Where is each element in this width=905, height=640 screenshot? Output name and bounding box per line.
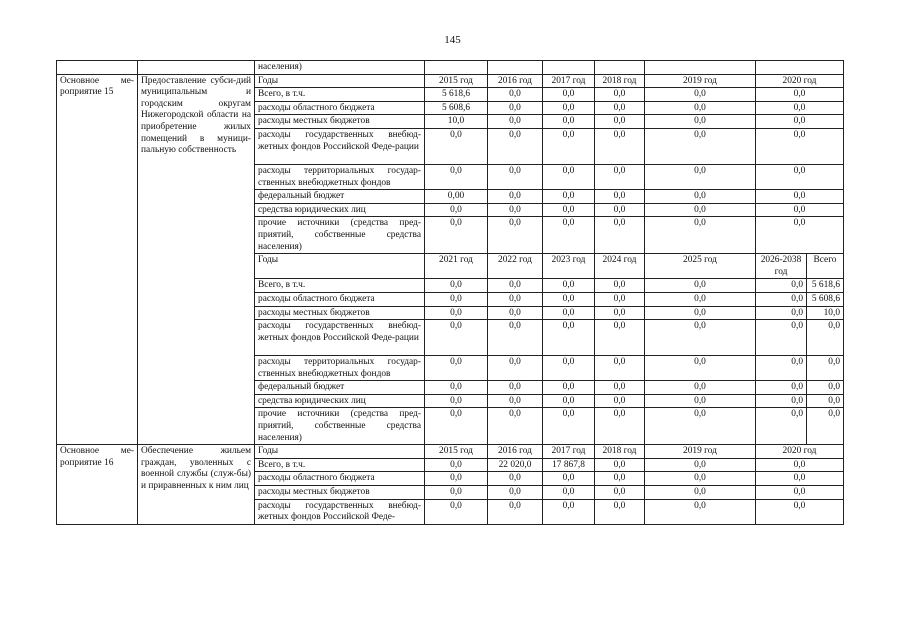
amount-cell: 0,0 [645,394,756,408]
amount-cell: 0,0 [645,356,756,381]
amount-cell: 0,0 [595,128,645,164]
amount-cell: 0,0 [543,115,595,129]
years-header-row [57,445,844,459]
amount-cell: 0,0 [543,394,595,408]
year-header: 2023 год [543,254,595,279]
amount-cell: 0,0 [425,356,488,381]
amount-cell: 0,0 [595,115,645,129]
measure-description: Предоставление субси-дий муниципальным и городским округам Нижегородской области на приобретение жилых помещений в муници-пальную собственность [138,74,255,445]
amount-cell: 0,0 [425,472,488,486]
amount-cell: 0,0 [543,292,595,306]
amount-cell: 0,0 [543,279,595,293]
empty-cell [756,61,844,75]
amount-cell: 0,0 [488,190,543,204]
amount-cell: 0,0 [756,408,807,445]
funding-source-label: Всего, в т.ч. [255,88,425,102]
amount-cell: 0,0 [645,381,756,395]
funding-source-label: Всего, в т.ч. [255,279,425,293]
amount-cell: 0,0 [756,279,807,293]
funding-source-label: федеральный бюджет [255,381,425,395]
amount-cell: 0,0 [425,486,488,500]
amount-cell: 0,0 [488,408,543,445]
year-header: 2016 год [488,445,543,459]
amount-cell: 0,0 [488,499,543,524]
amount-cell: 0,0 [595,472,645,486]
amount-cell: 0,0 [488,217,543,254]
funding-source-label: расходы государственных внебюд-жетных фондов Российской Феде- [255,499,425,524]
amount-cell: 0,0 [595,408,645,445]
year-header: 2022 год [488,254,543,279]
amount-cell: 0,0 [425,292,488,306]
amount-cell: 0,0 [543,320,595,356]
amount-cell: 0,0 [488,115,543,129]
amount-cell: 0,0 [543,486,595,500]
amount-cell: 0,0 [425,128,488,164]
funding-source-label: прочие источники (средства пред-приятий, собственные средства населения) [255,217,425,254]
amount-cell: 0,0 [543,164,595,189]
year-header: 2015 год [425,74,488,88]
amount-cell: 0,0 [595,88,645,102]
amount-cell: 0,0 [425,217,488,254]
amount-cell: 0,0 [756,472,844,486]
amount-cell: 0,0 [645,472,756,486]
year-header: 2020 год [756,445,844,459]
amount-cell: 0,0 [595,499,645,524]
empty-cell [425,61,488,75]
amount-cell: 0,0 [595,306,645,320]
amount-cell: 0,0 [488,381,543,395]
amount-cell: 0,0 [595,279,645,293]
amount-cell: 0,0 [756,190,844,204]
amount-cell: 0,0 [425,320,488,356]
amount-cell: 0,0 [645,320,756,356]
amount-cell: 0,0 [807,408,844,445]
amount-cell: 0,0 [425,394,488,408]
amount-cell: 0,0 [488,292,543,306]
year-header: 2021 год [425,254,488,279]
amount-cell: 0,0 [488,279,543,293]
year-header: 2019 год [645,445,756,459]
amount-cell: 0,0 [595,356,645,381]
amount-cell: 0,0 [543,128,595,164]
measure-description: Обеспечение жильем граждан, уволенных с военной службы (служ-бы) и приравненных к ним лиц [138,445,255,525]
years-header-row [57,74,844,88]
amount-cell: 0,0 [756,164,844,189]
amount-cell: 0,0 [645,458,756,472]
amount-cell: 0,0 [425,458,488,472]
amount-cell: 0,0 [807,394,844,408]
amount-cell: 0,0 [543,408,595,445]
amount-cell: 0,0 [425,408,488,445]
funding-source-label: расходы государственных внебюд-жетных фондов Российской Феде-рации [255,320,425,356]
empty-cell [57,61,138,75]
amount-cell: 0,0 [645,279,756,293]
amount-cell: 0,0 [756,381,807,395]
amount-cell: 0,0 [595,190,645,204]
funding-source-label: средства юридических лиц [255,394,425,408]
amount-cell: 0,0 [645,190,756,204]
year-header: 2024 год [595,254,645,279]
amount-cell: 0,0 [756,115,844,129]
funding-source-label: средства юридических лиц [255,203,425,217]
amount-cell: 0,0 [807,381,844,395]
empty-cell [595,61,645,75]
continuation-row [57,61,844,75]
amount-cell: 0,0 [488,394,543,408]
amount-cell: 0,0 [488,320,543,356]
amount-cell: 10,0 [425,115,488,129]
funding-source-label: расходы местных бюджетов [255,306,425,320]
amount-cell: 0,0 [595,164,645,189]
amount-cell: 5 608,6 [807,292,844,306]
amount-cell: 0,0 [595,458,645,472]
amount-cell: 0,0 [543,88,595,102]
funding-source-label: расходы территориальных государ-ственных внебюджетных фондов [255,356,425,381]
amount-cell: 0,0 [756,394,807,408]
amount-cell: 0,0 [645,101,756,115]
funding-source-label: расходы местных бюджетов [255,486,425,500]
amount-cell: 0,0 [488,164,543,189]
page-number: 145 [444,34,461,46]
funding-source-label: расходы областного бюджета [255,292,425,306]
years-label: Годы [255,445,425,459]
amount-cell: 0,0 [645,292,756,306]
amount-cell: 0,0 [807,356,844,381]
amount-cell: 0,0 [425,164,488,189]
funding-source-label: Всего, в т.ч. [255,458,425,472]
funding-source-label: расходы местных бюджетов [255,115,425,129]
continuation-label: населения) [255,61,425,75]
amount-cell: 5 618,6 [807,279,844,293]
amount-cell: 5 618,6 [425,88,488,102]
empty-cell [645,61,756,75]
empty-cell [543,61,595,75]
amount-cell: 0,0 [595,101,645,115]
amount-cell: 0,0 [756,128,844,164]
amount-cell: 0,0 [595,203,645,217]
amount-cell: 0,0 [645,217,756,254]
amount-cell: 0,0 [756,458,844,472]
budget-table-body [57,61,844,525]
funding-source-label: расходы областного бюджета [255,101,425,115]
years-label: Годы [255,74,425,88]
amount-cell: 0,0 [488,128,543,164]
amount-cell: 0,0 [543,306,595,320]
amount-cell: 0,0 [425,279,488,293]
amount-cell: 0,0 [543,217,595,254]
amount-cell: 0,0 [756,499,844,524]
amount-cell: 0,0 [488,101,543,115]
amount-cell: 0,0 [756,217,844,254]
amount-cell: 0,0 [756,306,807,320]
amount-cell: 0,0 [543,499,595,524]
amount-cell: 0,0 [595,320,645,356]
amount-cell: 0,0 [543,356,595,381]
amount-cell: 0,0 [595,292,645,306]
year-header: 2018 год [595,445,645,459]
budget-table [56,60,844,525]
year-header: 2017 год [543,74,595,88]
amount-cell: 0,0 [425,203,488,217]
amount-cell: 0,0 [488,486,543,500]
year-header: 2016 год [488,74,543,88]
amount-cell: 0,0 [425,499,488,524]
amount-cell: 0,0 [645,486,756,500]
amount-cell: 17 867,8 [543,458,595,472]
amount-cell: 0,0 [645,203,756,217]
amount-cell: 10,0 [807,306,844,320]
year-header: 2017 год [543,445,595,459]
amount-cell: 0,0 [488,472,543,486]
amount-cell: 0,0 [595,394,645,408]
empty-cell [488,61,543,75]
amount-cell: 0,0 [756,356,807,381]
amount-cell: 0,0 [645,115,756,129]
empty-cell [138,61,255,75]
funding-source-label: расходы государственных внебюд-жетных фондов Российской Феде-рации [255,128,425,164]
amount-cell: 0,0 [645,408,756,445]
amount-cell: 0,0 [756,203,844,217]
amount-cell: 0,0 [645,88,756,102]
amount-cell: 0,0 [645,499,756,524]
funding-source-label: расходы областного бюджета [255,472,425,486]
amount-cell: 0,0 [595,217,645,254]
year-header: 2020 год [756,74,844,88]
amount-cell: 0,0 [756,292,807,306]
year-header: 2018 год [595,74,645,88]
amount-cell: 0,0 [543,472,595,486]
amount-cell: 0,0 [645,128,756,164]
amount-cell: 0,0 [756,320,807,356]
amount-cell: 0,0 [645,164,756,189]
amount-cell: 0,0 [425,381,488,395]
amount-cell: 0,0 [543,101,595,115]
amount-cell: 0,0 [756,486,844,500]
amount-cell: 0,00 [425,190,488,204]
year-header: 2019 год [645,74,756,88]
years-label: Годы [255,254,425,279]
amount-cell: 0,0 [488,203,543,217]
amount-cell: 0,0 [543,190,595,204]
funding-source-label: федеральный бюджет [255,190,425,204]
amount-cell: 0,0 [425,306,488,320]
amount-cell: 0,0 [488,88,543,102]
amount-cell: 0,0 [488,356,543,381]
year-header: 2026-2038 год [756,254,807,279]
amount-cell: 0,0 [595,381,645,395]
measure-name: Основное ме-роприятие 15 [57,74,138,445]
year-header: 2015 год [425,445,488,459]
amount-cell: 0,0 [595,486,645,500]
amount-cell: 0,0 [807,320,844,356]
amount-cell: 0,0 [488,306,543,320]
year-header: Всего [807,254,844,279]
amount-cell: 22 020,0 [488,458,543,472]
measure-name: Основное ме-роприятие 16 [57,445,138,525]
amount-cell: 5 608,6 [425,101,488,115]
amount-cell: 0,0 [543,381,595,395]
amount-cell: 0,0 [543,203,595,217]
amount-cell: 0,0 [756,101,844,115]
funding-source-label: расходы территориальных государ-ственных внебюджетных фондов [255,164,425,189]
funding-source-label: прочие источники (средства пред-приятий, собственные средства населения) [255,408,425,445]
amount-cell: 0,0 [756,88,844,102]
amount-cell: 0,0 [645,306,756,320]
year-header: 2025 год [645,254,756,279]
